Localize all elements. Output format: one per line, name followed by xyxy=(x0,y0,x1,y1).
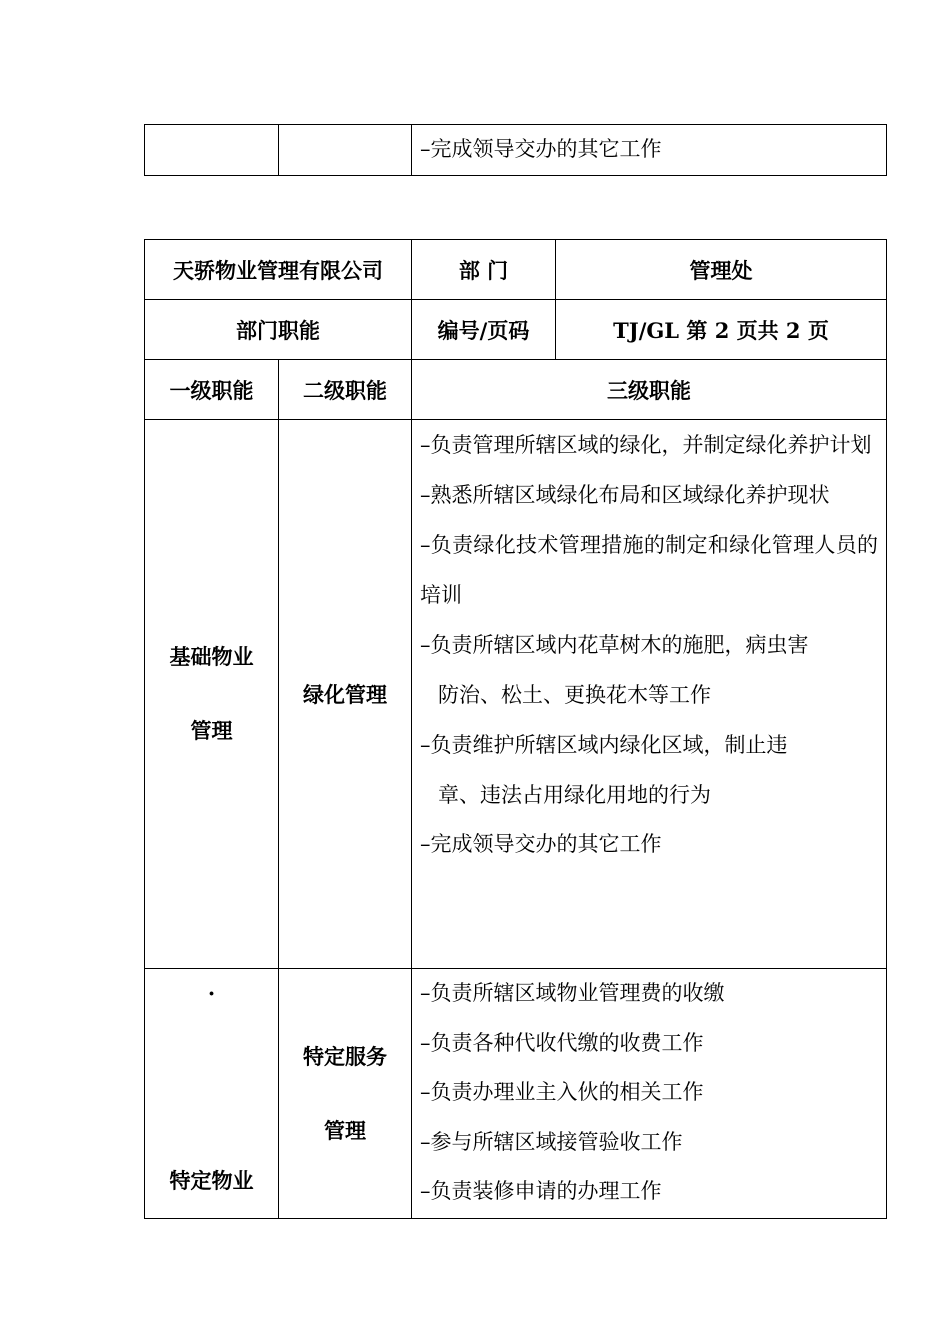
level2-label-line2: 管理 xyxy=(324,1117,366,1143)
column-header-level3: 三级职能 xyxy=(412,360,887,420)
list-item: –参与所辖区域接管验收工作 xyxy=(420,1129,683,1154)
department-functions-table xyxy=(144,239,887,1219)
list-item: –熟悉所辖区域绿化布局和区域绿化养护现状 xyxy=(420,483,830,507)
table-row xyxy=(145,420,887,969)
continuation-item: –完成领导交办的其它工作 xyxy=(412,125,887,176)
dept-label: 部 门 xyxy=(412,240,556,300)
list-item: –负责维护所辖区域内绿化区域，制止违 xyxy=(420,733,788,757)
empty-cell xyxy=(279,125,412,176)
code-value: TJ/GL 第 2 页共 2 页 xyxy=(556,300,887,360)
bullet-mark: · xyxy=(207,981,216,1006)
level2-label-line1: 特定服务 xyxy=(303,1043,387,1069)
level1-label-line1: 基础物业 xyxy=(169,644,254,669)
level2-cell: 绿化管理 xyxy=(279,420,412,969)
list-item: –负责所辖区域内花草树木的施肥，病虫害 xyxy=(420,633,809,657)
level1-cell xyxy=(145,420,279,969)
column-header-level2: 二级职能 xyxy=(279,360,412,420)
list-item: –负责管理所辖区域的绿化，并制定绿化养护计划 xyxy=(420,433,872,457)
company-name: 天骄物业管理有限公司 xyxy=(145,240,412,300)
list-item: –负责装修申请的办理工作 xyxy=(420,1179,662,1203)
list-item: 防治、松土、更换花木等工作 xyxy=(438,683,711,707)
level1-label: 特定物业 xyxy=(169,1168,254,1193)
list-item: –负责各种代收代缴的收费工作 xyxy=(420,1030,704,1055)
level3-cell xyxy=(412,969,887,1219)
level3-cell xyxy=(412,420,887,969)
doc-title: 部门职能 xyxy=(145,300,412,360)
table-row xyxy=(145,969,887,1219)
continuation-table xyxy=(144,124,887,176)
level1-label-line2: 管理 xyxy=(190,718,233,743)
list-item: –负责办理业主入伙的相关工作 xyxy=(420,1080,704,1104)
list-item: 章、违法占用绿化用地的行为 xyxy=(438,783,711,807)
code-label: 编号/页码 xyxy=(412,300,556,360)
empty-cell xyxy=(145,125,279,176)
level2-cell xyxy=(279,969,412,1219)
list-item: –负责所辖区域物业管理费的收缴 xyxy=(420,981,725,1005)
list-item: –负责绿化技术管理措施的制定和绿化管理人员的培训 xyxy=(420,533,878,607)
level1-cell xyxy=(145,969,279,1219)
list-item: –完成领导交办的其它工作 xyxy=(420,832,662,856)
column-header-level1: 一级职能 xyxy=(145,360,279,420)
dept-value: 管理处 xyxy=(556,240,887,300)
